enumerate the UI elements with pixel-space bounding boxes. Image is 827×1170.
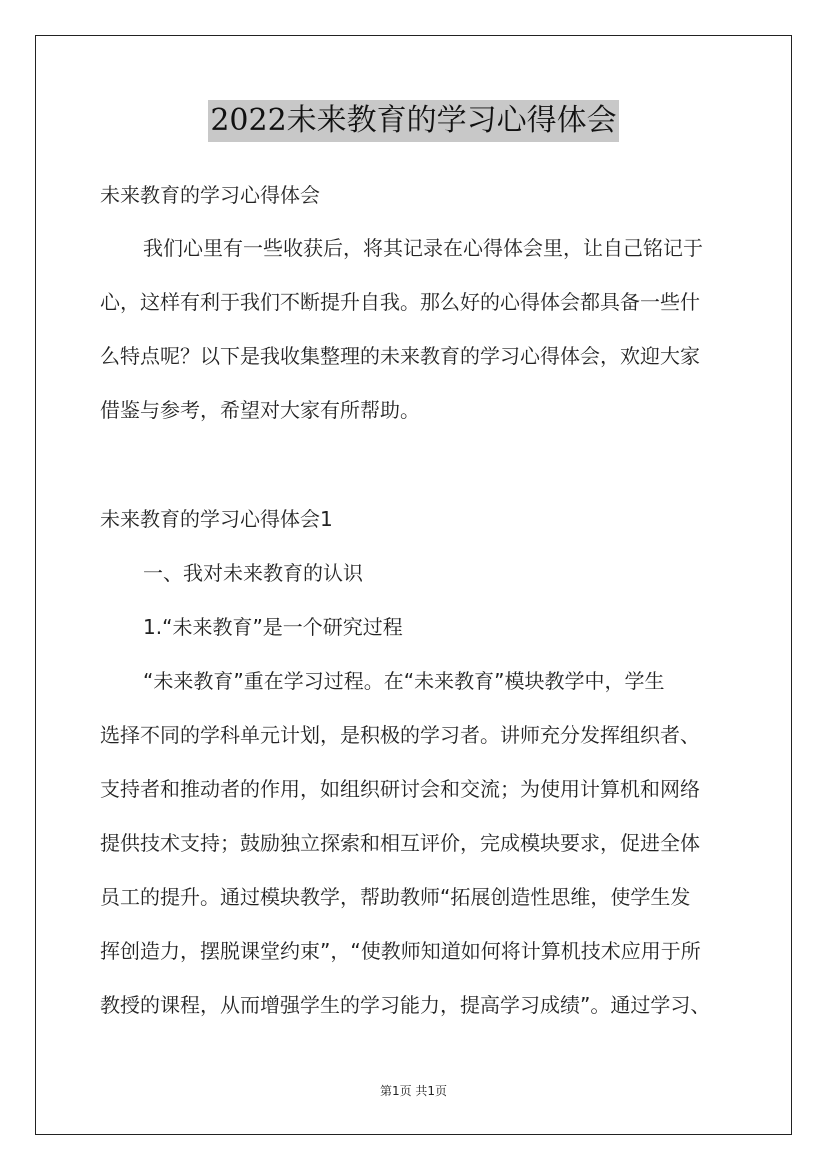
paragraph-line: 员工的提升。通过模块教学，帮助教师“拓展创造性思维，使学生发 <box>100 885 691 909</box>
section-heading: 未来教育的学习心得体会1 <box>100 507 333 531</box>
paragraph-line: 挥创造力，摆脱课堂约束”，“使教师知道如何将计算机技术应用于所 <box>100 939 701 963</box>
page-footer: 第1页 共1页 <box>379 1084 448 1098</box>
paragraph-line: 借鉴与参考，希望对大家有所帮助。 <box>100 398 420 422</box>
paragraph-line: 我们心里有一些收获后，将其记录在心得体会里，让自己铭记于 <box>143 236 703 260</box>
subsection-heading: 一、我对未来教育的认识 <box>143 561 363 585</box>
paragraph-line: 支持者和推动者的作用，如组织研讨会和交流；为使用计算机和网络 <box>100 777 700 801</box>
subtitle-line: 未来教育的学习心得体会 <box>100 183 320 207</box>
document-title: 2022未来教育的学习心得体会 <box>208 100 618 142</box>
paragraph-line: 选择不同的学科单元计划，是积极的学习者。讲师充分发挥组织者、 <box>100 723 700 747</box>
paragraph-line: 教授的课程，从而增强学生的学习能力，提高学习成绩”。通过学习、 <box>100 993 711 1017</box>
paragraph-line: 么特点呢？以下是我收集整理的未来教育的学习心得体会，欢迎大家 <box>100 344 700 368</box>
subsection-heading: 1.“未来教育”是一个研究过程 <box>143 615 403 639</box>
paragraph-line: 提供技术支持；鼓励独立探索和相互评价，完成模块要求，促进全体 <box>100 831 700 855</box>
document-title-wrap <box>0 100 827 142</box>
paragraph-line: “未来教育”重在学习过程。在“未来教育”模块教学中，学生 <box>143 669 665 693</box>
paragraph-line: 心，这样有利于我们不断提升自我。那么好的心得体会都具备一些什 <box>100 290 700 314</box>
